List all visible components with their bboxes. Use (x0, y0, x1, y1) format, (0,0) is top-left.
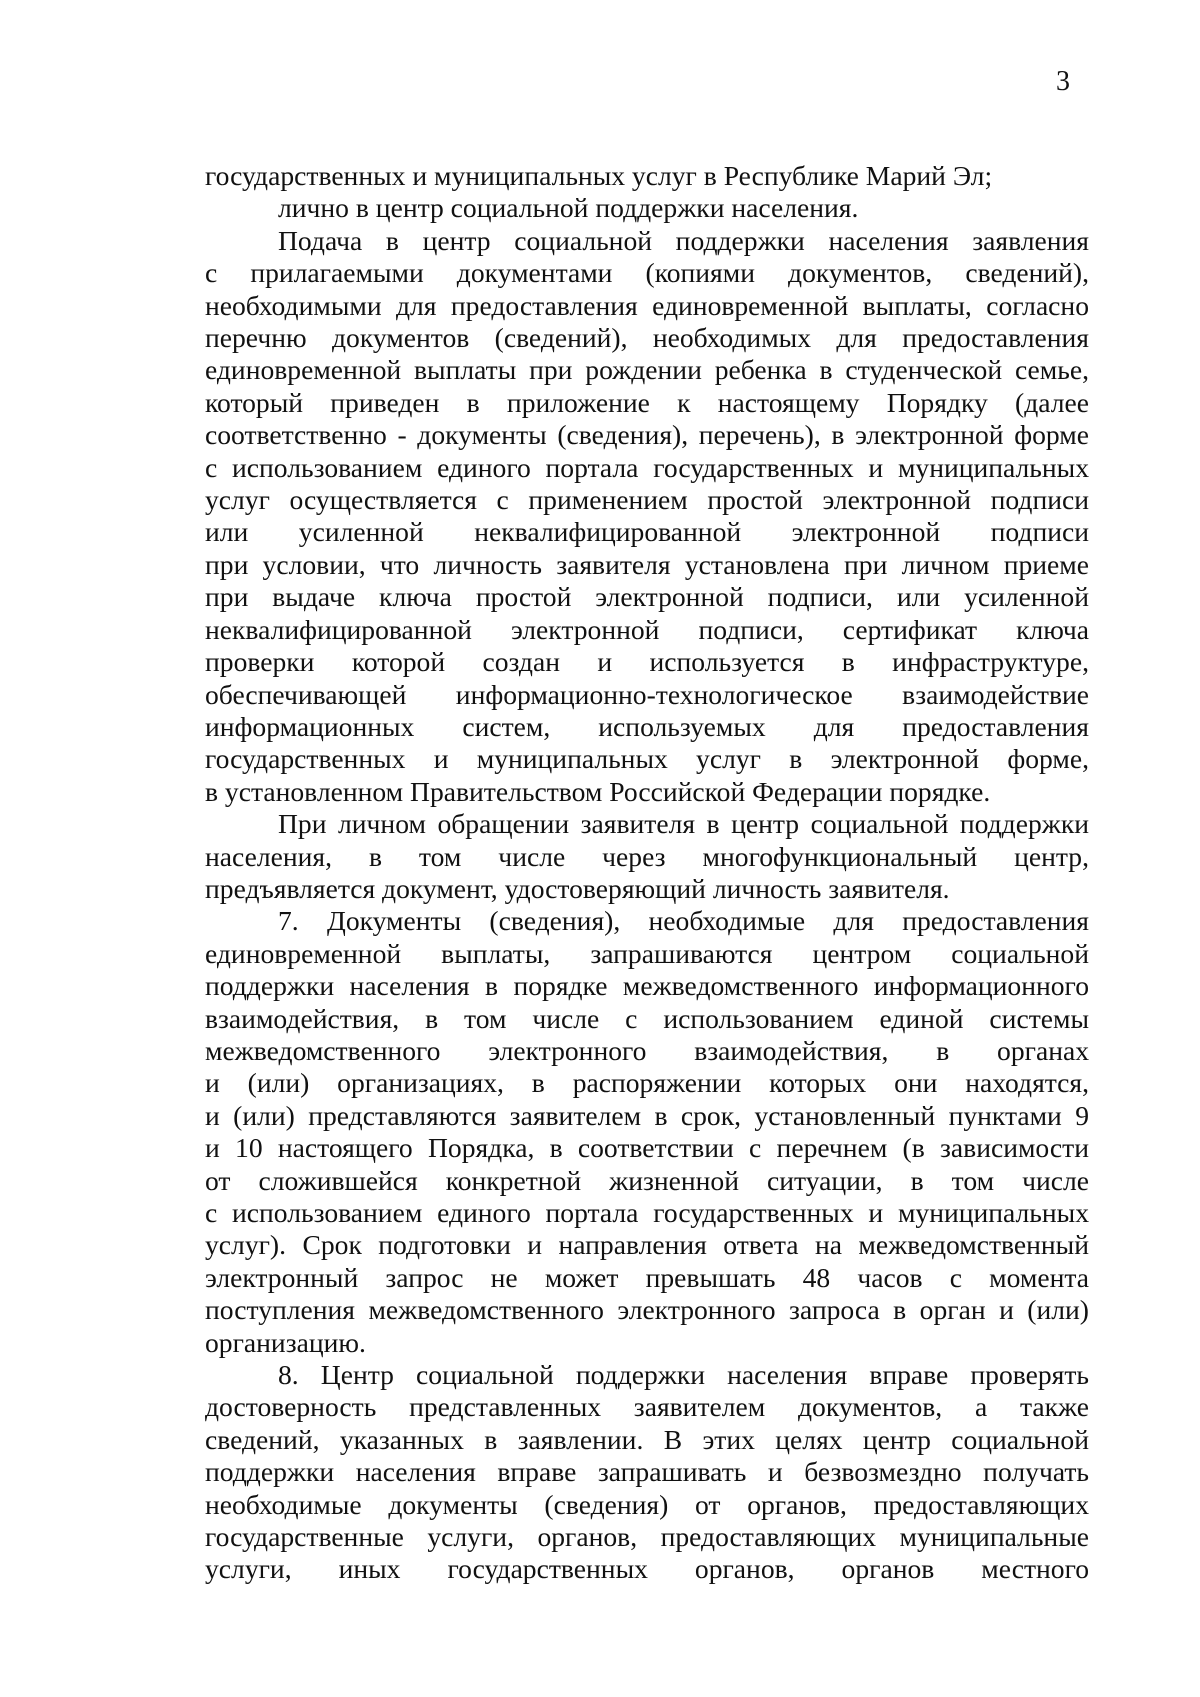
text-line: поддержки населения вправе запрашивать и безвозмездно получать (205, 1456, 1089, 1488)
text-line: обеспечивающей информационно-технологическое взаимодействие (205, 678, 1089, 710)
paragraph (205, 808, 1089, 905)
text-line: достоверность представленных заявителем документов, а также (205, 1391, 1089, 1423)
text-line: Подача в центр социальной поддержки населения заявления (278, 224, 1089, 256)
paragraph (205, 905, 1089, 1359)
text-line: межведомственного электронного взаимодействия, в органах (205, 1034, 1089, 1066)
text-line: сведений, указанных в заявлении. В этих целях центр социальной (205, 1423, 1089, 1455)
text-line: и (или) организациях, в распоряжении которых они находятся, (205, 1067, 1089, 1099)
text-line: единовременной выплаты, запрашиваются центром социальной (205, 937, 1089, 969)
text-line: услуг осуществляется с применением простой электронной подписи (205, 484, 1089, 516)
text-line: с прилагаемыми документами (копиями документов, сведений), (205, 257, 1089, 289)
text-line: поддержки населения в порядке межведомственного информационного (205, 970, 1089, 1002)
text-line: лично в центр социальной поддержки населения. (278, 192, 859, 224)
text-line: взаимодействия, в том числе с использованием единой системы (205, 1002, 1089, 1034)
text-line: информационных систем, используемых для предоставления (205, 710, 1089, 742)
text-line: неквалифицированной электронной подписи, сертификат ключа (205, 613, 1089, 645)
document-body (205, 160, 1089, 1586)
text-line: государственных и муниципальных услуг в электронной форме, (205, 743, 1089, 775)
paragraph (205, 1359, 1089, 1586)
text-line: и 10 настоящего Порядка, в соответствии с перечнем (в зависимости (205, 1132, 1089, 1164)
text-line: услуг). Срок подготовки и направления ответа на межведомственный (205, 1229, 1089, 1261)
text-line: населения, в том числе через многофункциональный центр, (205, 840, 1089, 872)
text-line: электронный запрос не может превышать 48 часов с момента (205, 1261, 1089, 1293)
page-number: 3 (1056, 66, 1070, 97)
text-line: от сложившейся конкретной жизненной ситуации, в том числе (205, 1164, 1089, 1196)
text-line: государственных и муниципальных услуг в Республике Марий Эл; (205, 160, 993, 191)
text-line: 7. Документы (сведения), необходимые для предоставления (278, 905, 1089, 937)
text-line: при выдаче ключа простой электронной подписи, или усиленной (205, 581, 1089, 613)
text-line: при условии, что личность заявителя установлена при личном приеме (205, 548, 1089, 580)
text-line: 8. Центр социальной поддержки населения вправе проверять (278, 1359, 1089, 1391)
text-line: услуги, иных государственных органов, органов местного (205, 1553, 1089, 1585)
paragraph (205, 192, 1089, 224)
text-line: перечню документов (сведений), необходимых для предоставления (205, 322, 1089, 354)
text-line: соответственно - документы (сведения), перечень), в электронной форме (205, 419, 1089, 451)
text-line: в установленном Правительством Российской Федерации порядке. (205, 775, 991, 807)
text-line: необходимыми для предоставления единовременной выплаты, согласно (205, 289, 1089, 321)
paragraph (205, 225, 1089, 808)
text-line: необходимые документы (сведения) от органов, предоставляющих (205, 1488, 1089, 1520)
text-line: государственные услуги, органов, предоставляющих муниципальные (205, 1521, 1089, 1553)
text-line: проверки которой создан и используется в инфраструктуре, (205, 646, 1089, 678)
text-line: который приведен в приложение к настоящему Порядку (далее (205, 386, 1089, 418)
text-line: или усиленной неквалифицированной электронной подписи (205, 516, 1089, 548)
text-line: организацию. (205, 1326, 366, 1358)
text-line: с использованием единого портала государственных и муниципальных (205, 1197, 1089, 1228)
text-line: единовременной выплаты при рождении ребенка в студенческой семье, (205, 354, 1089, 386)
text-line: и (или) представляются заявителем в срок, установленный пунктами 9 (205, 1099, 1089, 1131)
text-line: При личном обращении заявителя в центр социальной поддержки (278, 808, 1089, 840)
text-line: предъявляется документ, удостоверяющий личность заявителя. (205, 872, 950, 904)
paragraph (205, 160, 1089, 192)
text-line: с использованием единого портала государственных и муниципальных (205, 451, 1089, 483)
text-line: поступления межведомственного электронного запроса в орган и (или) (205, 1294, 1089, 1326)
